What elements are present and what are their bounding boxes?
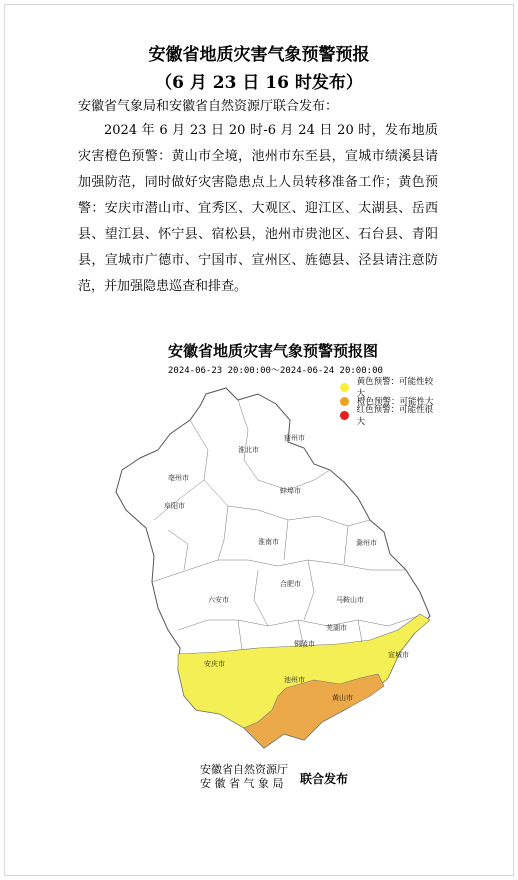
legend-item-red (340, 405, 438, 427)
city-label: 宣城市 (388, 651, 409, 659)
city-label: 黄山市 (332, 694, 353, 702)
footer-org-2: 安 徽 省 气 象 局 (200, 777, 284, 790)
warning-body: 2024 年 6 月 23 日 20 时-6 月 24 日 20 时，发布地质灾害橙色预警：黄山市全境，池州市东至县，宣城市绩溪县请加强防范，同时做好灾害隐患点上人员转移准备工作；黄色预警：安庆市潜山市、宜秀区、大观区、迎江区、太湖县、岳西县、望江县、怀宁县、宿松县，池州市贵池区、石台县、青阳县，宣城市广德市、宁国市、宣州区、旌德县、泾县请注意防范，并加强隐患巡查和排查。 (78, 123, 438, 294)
red-dot-icon (340, 411, 349, 420)
city-label: 淮北市 (238, 446, 259, 454)
document-title: 安徽省地质灾害气象预警预报 (148, 45, 370, 65)
city-label: 滁州市 (356, 539, 377, 547)
issuer-line: 安徽省气象局和安徽省自然资源厅联合发布： (78, 99, 339, 114)
city-label: 亳州市 (168, 474, 189, 482)
legend-label: 黄色预警：可能性较大 (356, 377, 434, 399)
footer-org-1: 安徽省自然资源厅 (200, 763, 288, 776)
city-label: 池州市 (284, 676, 305, 684)
legend-item-yellow (340, 377, 438, 399)
warning-map-figure (108, 330, 438, 800)
city-label: 马鞍山市 (336, 596, 364, 604)
city-label: 安庆市 (204, 660, 225, 668)
city-label: 芜湖市 (326, 624, 347, 632)
yellow-dot-icon (340, 383, 349, 392)
footer-joint-release: 联合发布 (300, 772, 349, 786)
document-subtitle: （6 月 23 日 16 时发布） (155, 73, 363, 93)
city-label: 淮南市 (258, 538, 279, 546)
city-label: 蚌埠市 (280, 487, 301, 495)
city-label: 合肥市 (280, 580, 301, 588)
map-time-range: 2024-06-23 20:00:00～2024-06-24 20:00:00 (168, 366, 383, 376)
map-title: 安徽省地质灾害气象预警预报图 (167, 342, 378, 360)
orange-dot-icon (340, 397, 349, 406)
city-label: 六安市 (208, 596, 229, 604)
city-label: 阜阳市 (164, 502, 185, 510)
footer-orgs (200, 763, 288, 791)
map-legend (340, 377, 438, 427)
legend-label: 红色预警：可能性很大 (356, 405, 434, 427)
city-label: 铜陵市 (294, 640, 315, 648)
legend-label: 橙色预警：可能性大 (357, 397, 434, 407)
city-label: 宿州市 (284, 434, 305, 442)
